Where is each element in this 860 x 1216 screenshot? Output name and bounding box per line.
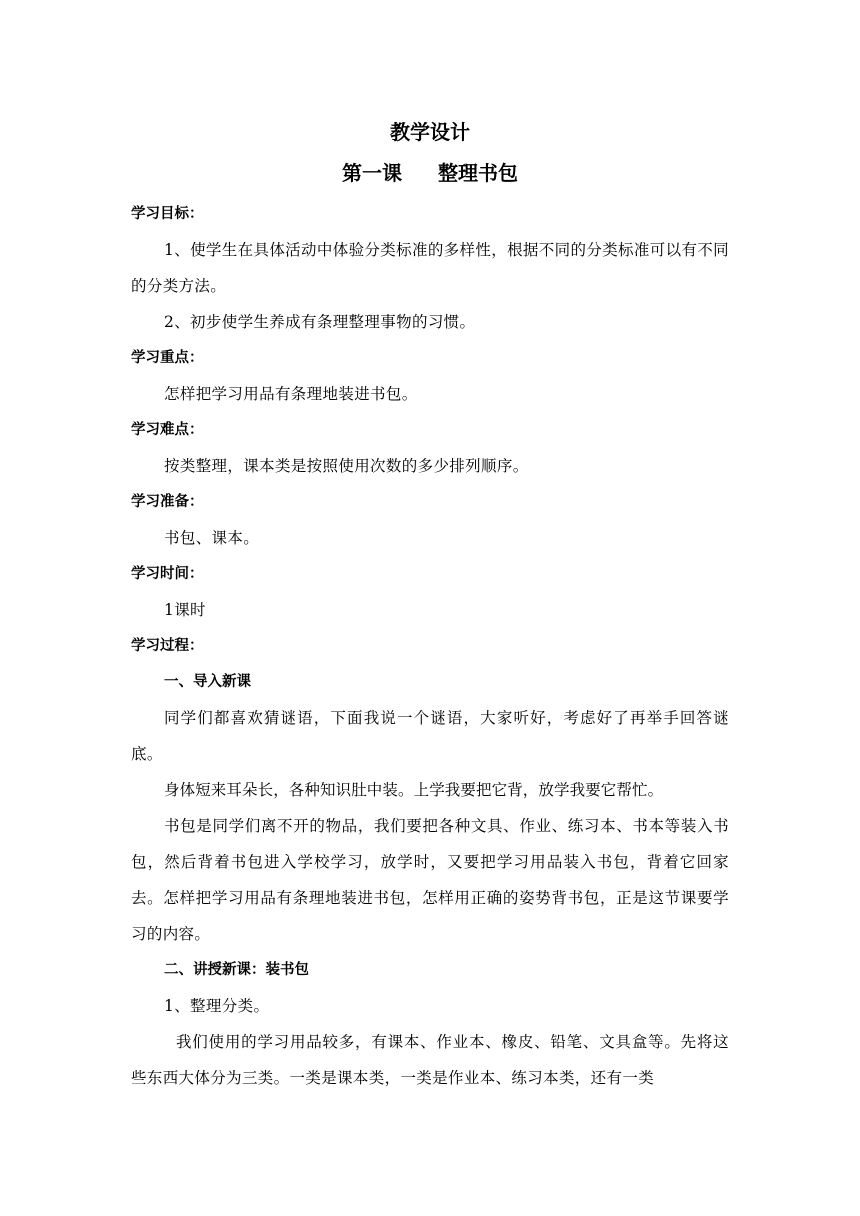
part1-paragraph: 书包是同学们离不开的物品，我们要把各种文具、作业、练习本、书本等装入书包，然后背着书包进入学校学习，放学时，又要把学习用品装入书包，背着它回家去。怎样把学习用品有条理地装进书包，怎样用正确的姿势背书包，正是这节课要学习的内容。 (131, 817, 729, 943)
objectives-heading: 学习目标： (131, 206, 204, 222)
part2-heading: 二、讲授新课：装书包 (164, 962, 309, 978)
key-point-heading: 学习重点： (131, 350, 204, 366)
lesson-topic: 整理书包 (438, 161, 518, 185)
part1-heading: 一、导入新课 (164, 674, 251, 690)
preparation-text: 书包、课本。 (164, 529, 260, 547)
part2-step: 1、整理分类。 (164, 997, 270, 1015)
difficulty-text: 按类整理，课本类是按照使用次数的多少排列顺序。 (164, 457, 529, 475)
part2-paragraph: 我们使用的学习用品较多，有课本、作业本、橡皮、铅笔、文具盒等。先将这些东西大体分为三类。一类是课本类，一类是作业本、练习本类，还有一类 (131, 1033, 729, 1087)
part1-paragraph: 身体短来耳朵长，各种知识肚中装。上学我要把它背，放学我要它帮忙。 (164, 781, 664, 799)
preparation-heading: 学习准备： (131, 494, 204, 510)
objective-item: 1、使学生在具体活动中体验分类标准的多样性，根据不同的分类标准可以有不同的分类方法。 (131, 241, 729, 295)
document-title: 教学设计 (390, 120, 470, 144)
time-heading: 学习时间： (131, 566, 204, 582)
time-text: 1课时 (164, 601, 206, 619)
process-heading: 学习过程： (131, 638, 204, 654)
document-body (131, 196, 729, 1096)
key-point-text: 怎样把学习用品有条理地装进书包。 (164, 385, 418, 403)
lesson-title (0, 157, 860, 186)
part1-paragraph: 同学们都喜欢猜谜语，下面我说一个谜语，大家听好，考虑好了再举手回答谜底。 (131, 709, 729, 763)
difficulty-heading: 学习难点： (131, 422, 204, 438)
lesson-number: 第一课 (342, 161, 402, 185)
objective-item: 2、初步使学生养成有条理整理事物的习惯。 (164, 313, 476, 331)
